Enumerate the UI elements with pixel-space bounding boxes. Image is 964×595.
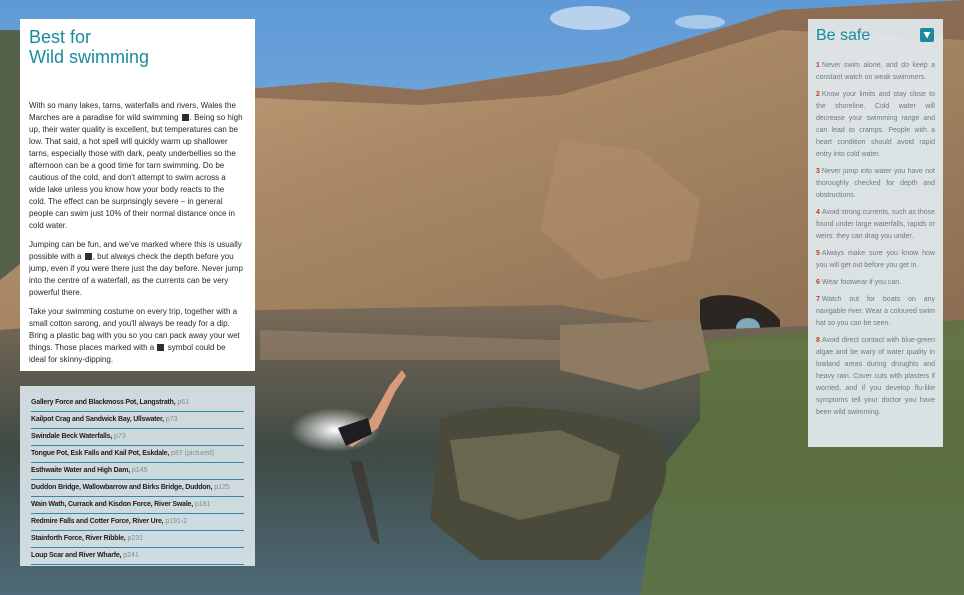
safety-tip	[816, 277, 935, 289]
paragraph-1-rest: . Being so high up, their water quality is excellent, but temperatures can be low. That said, a hot spell will quickly warm up shallower tarns, especially those with dark, peaty underbellies so the afternoon can be a good time for tarn swimming. Do be cautious of the cold, and don't attempt to swim across a wide lake unless you know how your body reacts to the cold. The effect can be surprisingly severe – in general people can swim just 10% of their normal distance once in cold water.	[29, 113, 243, 230]
safety-tip	[816, 335, 935, 419]
paragraph-1	[29, 100, 243, 232]
place-name: Esthwaite Water and High Dam,	[31, 467, 130, 474]
page-ref: p191-2	[163, 518, 188, 525]
page-ref: p61	[175, 399, 190, 406]
paragraph-2	[29, 239, 243, 299]
tip-text: Know your limits and stay close to the shoreline. Cold water will decrease your swimming range and can lead to cramps. People with a heart condition should avoid rapid entry into cold water.	[816, 91, 935, 158]
page-ref: p125	[212, 484, 230, 491]
tip-number: 4	[816, 209, 820, 216]
skinny-dip-icon	[157, 344, 164, 351]
download-glyph	[920, 28, 934, 42]
safety-tip	[816, 207, 935, 243]
tip-number: 7	[816, 296, 820, 303]
safety-tip	[816, 89, 935, 161]
jump-icon	[85, 253, 92, 260]
paragraph-2-rest: , but always check the depth before you jump, even if you were there just the day before. Never jump into the centre of a waterfall, as the currents can be very powerful there.	[29, 252, 243, 297]
page-ref: p87 (pictured)	[169, 450, 215, 457]
tip-text: Avoid strong currents, such as those found under large waterfalls, rapids or weirs: they can drag you under.	[816, 209, 936, 240]
place-name: Kailpot Crag and Sandwick Bay, Ullswater,	[31, 416, 164, 423]
list-item[interactable]	[31, 531, 244, 548]
swim-icon	[182, 114, 189, 121]
title-line-2: Wild swimming	[29, 47, 150, 67]
be-safe-panel	[808, 19, 943, 447]
safety-tip	[816, 166, 935, 202]
tip-number: 8	[816, 337, 820, 344]
be-safe-title: Be safe	[816, 27, 871, 44]
tip-text: Never swim alone, and do keep a constant watch on weak swimmers.	[816, 62, 935, 81]
list-item[interactable]	[31, 463, 244, 480]
list-item[interactable]	[31, 412, 244, 429]
page-ref: p145	[129, 467, 148, 474]
safety-tip	[816, 248, 935, 272]
tip-number: 1	[816, 62, 820, 69]
tip-number: 3	[816, 168, 820, 175]
page-ref: p73	[112, 433, 126, 440]
tip-text: Wear footwear if you can.	[821, 279, 902, 286]
list-item[interactable]	[31, 548, 244, 565]
title-line-1: Best for	[29, 27, 92, 47]
page-ref: p241	[121, 552, 139, 559]
list-item[interactable]	[31, 497, 244, 514]
tip-text: Always make sure you know how you will get out before you get in.	[816, 250, 935, 269]
list-item[interactable]	[31, 395, 244, 412]
download-icon[interactable]	[920, 28, 934, 42]
place-name: Tongue Pot, Esk Falls and Kail Pot, Eskdale,	[31, 450, 170, 457]
best-for-panel	[20, 19, 255, 371]
place-name: Duddon Bridge, Wallowbarrow and Birks Bridge, Duddon,	[31, 484, 213, 491]
place-name: Swindale Beck Waterfalls,	[31, 433, 113, 440]
place-name: Stainforth Force, River Ribble,	[31, 535, 126, 542]
paragraph-1-text: With so many lakes, tarns, waterfalls and rivers, Wales the Marches are a paradise for wild swimming	[29, 101, 236, 122]
tip-number: 6	[816, 279, 820, 286]
tip-text: Avoid direct contact with blue-green algae and be wary of water quality in lowland areas during droughts and heavy rain. Cover cuts with plasters if worried, and if you develop flu-like symptoms tell your doctor you have been wild swimming.	[816, 337, 935, 416]
list-item[interactable]	[31, 429, 244, 446]
paragraph-2-text: Jumping can be fun, and we've marked where this is usually possible with a	[29, 240, 242, 261]
list-item[interactable]	[31, 480, 244, 497]
page-ref: p181	[193, 501, 211, 508]
tip-number: 5	[816, 250, 820, 257]
safety-tip	[816, 294, 935, 330]
paragraph-3-rest: symbol could be ideal for skinny-dipping.	[29, 343, 226, 364]
safety-tip	[816, 60, 935, 84]
list-item[interactable]	[31, 446, 244, 463]
places-list	[20, 386, 255, 566]
page-ref: p73	[163, 416, 178, 423]
list-item[interactable]	[31, 514, 244, 531]
tip-number: 2	[816, 91, 820, 98]
tip-text: Watch out for boats on any navigable river. Wear a coloured swim hat so you can be seen.	[816, 296, 935, 327]
paragraph-3	[29, 306, 243, 366]
page-ref: p231	[125, 535, 144, 542]
panel-body	[29, 100, 243, 366]
tip-text: Never jump into water you have not thoroughly checked for depth and obstructions.	[816, 168, 935, 199]
place-name: Loup Scar and River Wharfe,	[31, 552, 122, 559]
paragraph-3-text: Take your swimming costume on every trip, together with a small cotton sarong, and you'll always be ready for a dip. Bring a plastic bag with you so you can pack away your wet things. Those places marked with a	[29, 307, 240, 352]
place-name: Gallery Force and Blackmoss Pot, Langstrath,	[31, 399, 176, 406]
panel-title	[29, 27, 243, 67]
place-name: Redmire Falls and Cotter Force, River Ure,	[31, 518, 164, 525]
place-name: Wain Wath, Currack and Kisdon Force, River Swale,	[31, 501, 193, 508]
tips-list	[816, 60, 935, 419]
